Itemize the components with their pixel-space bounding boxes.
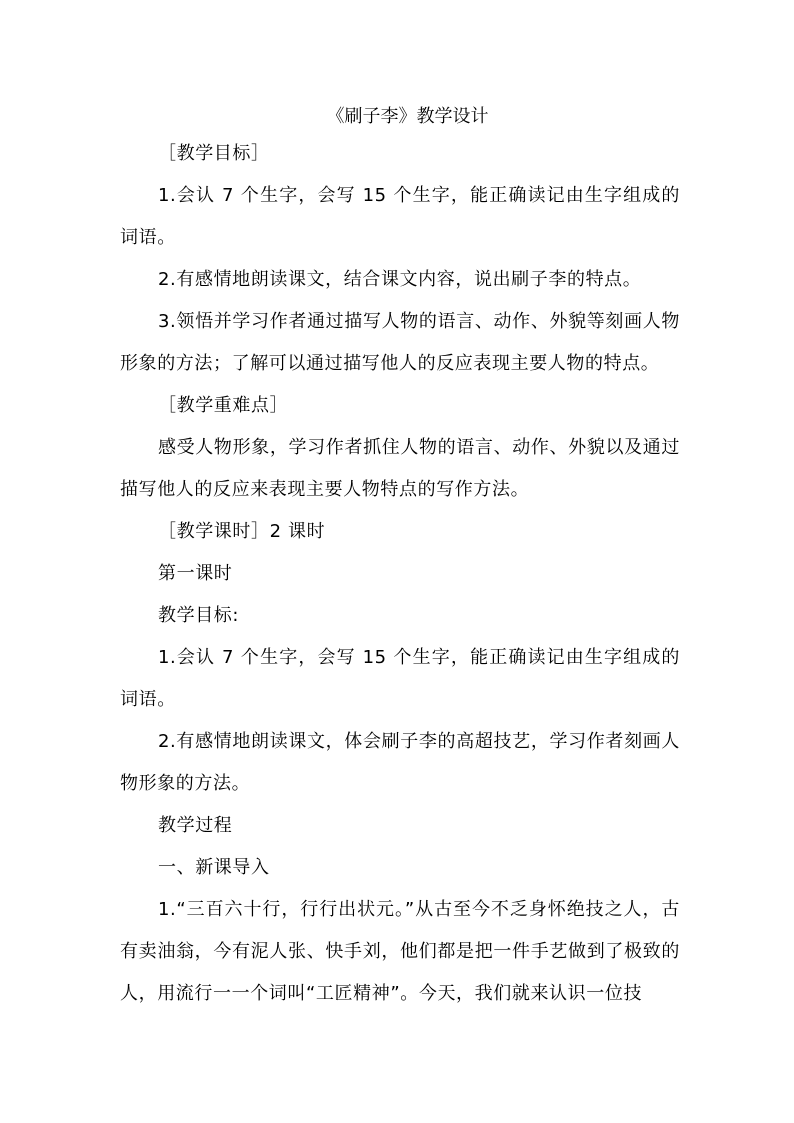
new-lesson-intro-heading: 一、新课导入: [158, 857, 270, 878]
section-heading-goals: ［教学目标］: [158, 143, 270, 164]
paragraph-lesson-goal-2: 2.有感情地朗读课文，体会刷子李的高超技艺，学习作者刻画人物形象的方法。: [120, 731, 680, 794]
lesson-goals-label: 教学目标:: [158, 605, 240, 626]
paragraph-lesson-goal-1: 1.会认 7 个生字，会写 15 个生字，能正确读记由生字组成的词语。: [120, 647, 680, 710]
document-content: [120, 101, 680, 1015]
section-heading-key-points: ［教学重难点］: [158, 395, 289, 416]
lesson-one-heading: 第一课时: [158, 563, 233, 584]
paragraph-key-points: 感受人物形象，学习作者抓住人物的语言、动作、外貌以及通过描写他人的反应来表现主要人物特点的写作方法。: [120, 437, 680, 500]
paragraph-goal-1: 1.会认 7 个生字，会写 15 个生字，能正确读记由生字组成的词语。: [120, 185, 680, 248]
document-title: 《刷子李》教学设计: [326, 106, 489, 127]
paragraph-goal-3: 3.领悟并学习作者通过描写人物的语言、动作、外貌等刻画人物形象的方法；了解可以通过描写他人的反应表现主要人物的特点。: [120, 311, 680, 374]
section-heading-periods: ［教学课时］2 课时: [158, 521, 326, 542]
paragraph-intro: 1.“三百六十行，行行出状元。”从古至今不乏身怀绝技之人，古有卖油翁，今有泥人张、快手刘，他们都是把一件手艺做到了极致的人，用流行一一个词叫“工匠精神”。今天，我们就来认识一位技: [120, 899, 680, 1004]
teaching-process-heading: 教学过程: [158, 815, 233, 836]
paragraph-goal-2: 2.有感情地朗读课文，结合课文内容，说出刷子李的特点。: [158, 269, 642, 290]
